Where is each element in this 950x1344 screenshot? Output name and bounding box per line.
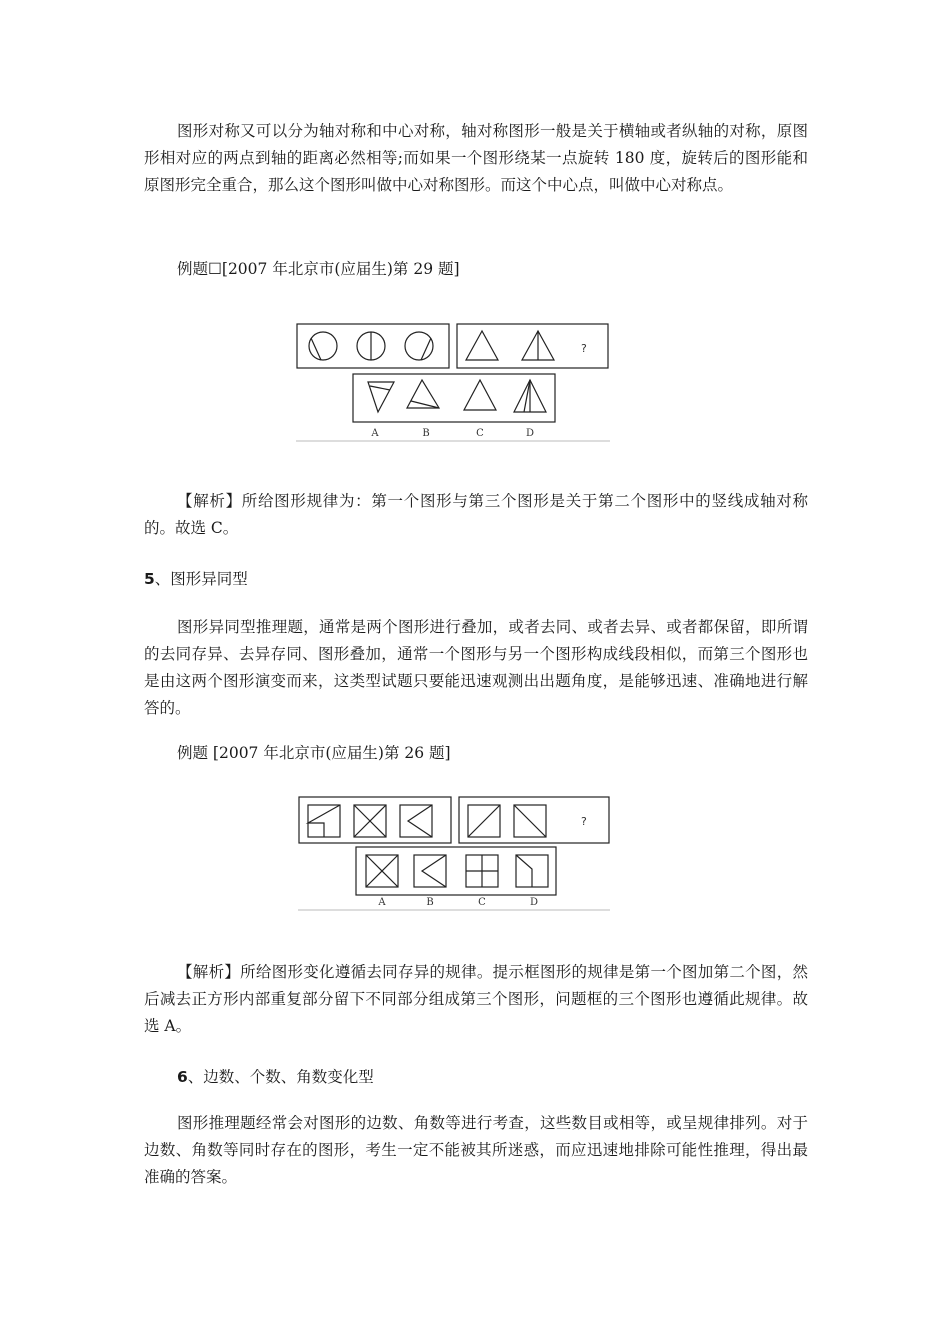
paragraph-symmetry: 图形对称又可以分为轴对称和中心对称，轴对称图形一般是关于横轴或者纵轴的对称，原图形相对应的两点到轴的距离必然相等;而如果一个图形绕某一点旋转 180 度，旋转后的图形能和原图形完全重合，那么这个图形叫做中心对称图形。而这个中心点，叫做中心对称点。 (144, 122, 808, 194)
triangle-figure-1 (466, 331, 498, 360)
section-heading-5 (144, 566, 248, 593)
section-heading-6 (177, 1064, 374, 1091)
circle-figure-1 (309, 332, 337, 360)
example-heading-1: 例题☐[2007 年北京市(应届生)第 29 题] (177, 260, 460, 278)
analysis-paragraph-1: 【解析】所给图形规律为：第一个图形与第三个图形是关于第二个图形中的竖线成轴对称的。故选 C。 (144, 492, 808, 537)
example-heading-2: 例题 [2007 年北京市(应届生)第 26 题] (177, 744, 451, 762)
paragraph-edge-count: 图形推理题经常会对图形的边数、角数等进行考查，这些数目或相等，或呈规律排列。对于边数、角数等同时存在的图形，考生一定不能被其所迷惑，而应迅速地排除可能性推理，得出最准确的答案。 (144, 1114, 808, 1186)
stem-panel-1 (299, 797, 451, 843)
paragraph-difference: 图形异同型推理题，通常是两个图形进行叠加，或者去同、或者去异、或者都保留，即所谓的去同存异、去异存同、图形叠加，通常一个图形与另一个图形构成线段相似，而第三个图形也是由这两个图形演变而来，这类型试题只要能迅速观测出出题角度，是能够迅速、准确地进行解答的。 (144, 618, 808, 717)
puzzle-figure-1-svg (296, 320, 610, 442)
section-number-5: 5 (144, 570, 155, 588)
option-label-b: B (422, 428, 430, 439)
option-label-c: C (476, 428, 484, 439)
puzzle-figure-2 (298, 793, 610, 911)
option-label-c: C (478, 897, 486, 908)
option-label-d: D (529, 897, 539, 908)
option-label-d: D (525, 428, 535, 439)
options-panel-2 (356, 847, 556, 895)
puzzle-figure-1 (296, 320, 610, 442)
analysis-paragraph-2: 【解析】所给图形变化遵循去同存异的规律。提示框图形的规律是第一个图加第二个图，然后减去正方形内部重复部分留下不同部分组成第三个图形，问题框的三个图形也遵循此规律。故选 A。 (144, 963, 808, 1035)
question-mark-1: ? (581, 342, 587, 355)
option-c-triangle (464, 380, 496, 410)
section-number-6: 6 (177, 1068, 188, 1086)
puzzle-figure-2-svg (298, 793, 610, 911)
square-figure-3 (400, 805, 432, 837)
circle-figure-3 (405, 332, 433, 360)
option-label-b: B (426, 897, 434, 908)
option-b-square (414, 855, 446, 887)
option-label-a: A (378, 897, 386, 908)
option-label-a: A (371, 428, 379, 439)
options-panel-1 (353, 374, 555, 422)
section-title-6: 、边数、个数、角数变化型 (187, 1068, 374, 1086)
stem-panel-1 (297, 324, 449, 368)
section-title-5: 、图形异同型 (154, 570, 248, 588)
question-mark-2: ? (581, 815, 587, 828)
